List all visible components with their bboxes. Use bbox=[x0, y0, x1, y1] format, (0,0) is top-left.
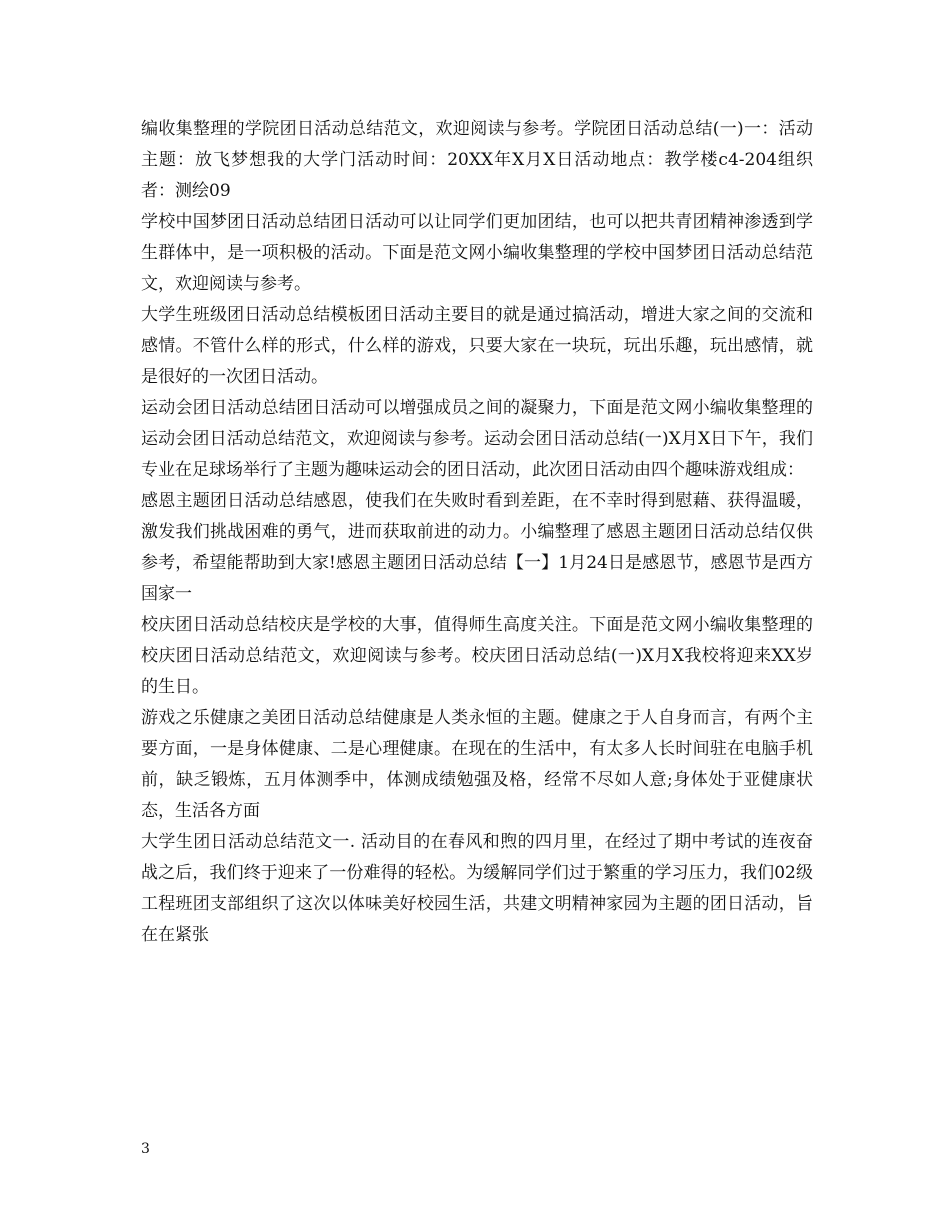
paragraph-7: 游戏之乐健康之美团日活动总结健康是人类永恒的主题。健康之于人自身而言，有两个主要方面，一是身体健康、二是心理健康。在现在的生活中，有太多人长时间驻在电脑手机前，缺乏锻炼，五月体测季中，体测成绩勉强及格，经常不尽如人意;身体处于亚健康状态，生活各方面 bbox=[141, 708, 813, 821]
page-number: 3 bbox=[141, 1141, 150, 1157]
paragraph-5: 感恩主题团日活动总结感恩，使我们在失败时看到差距，在不幸时得到慰藉、获得温暖，激发我们挑战困难的勇气，进而获取前进的动力。小编整理了感恩主题团日活动总结仅供参考，希望能帮助到大家!感恩主题团日活动总结【一】1月24日是感恩节，感恩节是西方国家一 bbox=[141, 491, 813, 604]
paragraph-4: 运动会团日活动总结团日活动可以增强成员之间的凝聚力，下面是范文网小编收集整理的运动会团日活动总结范文，欢迎阅读与参考。运动会团日活动总结(一)X月X日下午，我们专业在足球场举行了主题为趣味运动会的团日活动，此次团日活动由四个趣味游戏组成： bbox=[141, 398, 813, 480]
paragraph-3: 大学生班级团日活动总结模板团日活动主要目的就是通过搞活动，增进大家之间的交流和感情。不管什么样的形式，什么样的游戏，只要大家在一块玩，玩出乐趣，玩出感情，就是很好的一次团日活动。 bbox=[141, 305, 813, 387]
paragraph-2: 学校中国梦团日活动总结团日活动可以让同学们更加团结，也可以把共青团精神渗透到学生群体中，是一项积极的活动。下面是范文网小编收集整理的学校中国梦团日活动总结范文，欢迎阅读与参考。 bbox=[141, 212, 813, 294]
paragraph-1: 编收集整理的学院团日活动总结范文，欢迎阅读与参考。学院团日活动总结(一)一：活动主题：放飞梦想我的大学门活动时间：20XX年X月X日活动地点：教学楼c4-204组织者：测绘09 bbox=[141, 119, 813, 201]
paragraph-6: 校庆团日活动总结校庆是学校的大事，值得师生高度关注。下面是范文网小编收集整理的校庆团日活动总结范文，欢迎阅读与参考。校庆团日活动总结(一)X月X我校将迎来XX岁的生日。 bbox=[141, 615, 813, 697]
paragraph-8: 大学生团日活动总结范文一. 活动目的在春风和煦的四月里，在经过了期中考试的连夜奋战之后，我们终于迎来了一份难得的轻松。为缓解同学们过于繁重的学习压力，我们02级工程班团支部组织了这次以体味美好校园生活，共建文明精神家园为主题的团日活动，旨在在紧张 bbox=[141, 832, 813, 945]
document-body bbox=[141, 114, 813, 951]
